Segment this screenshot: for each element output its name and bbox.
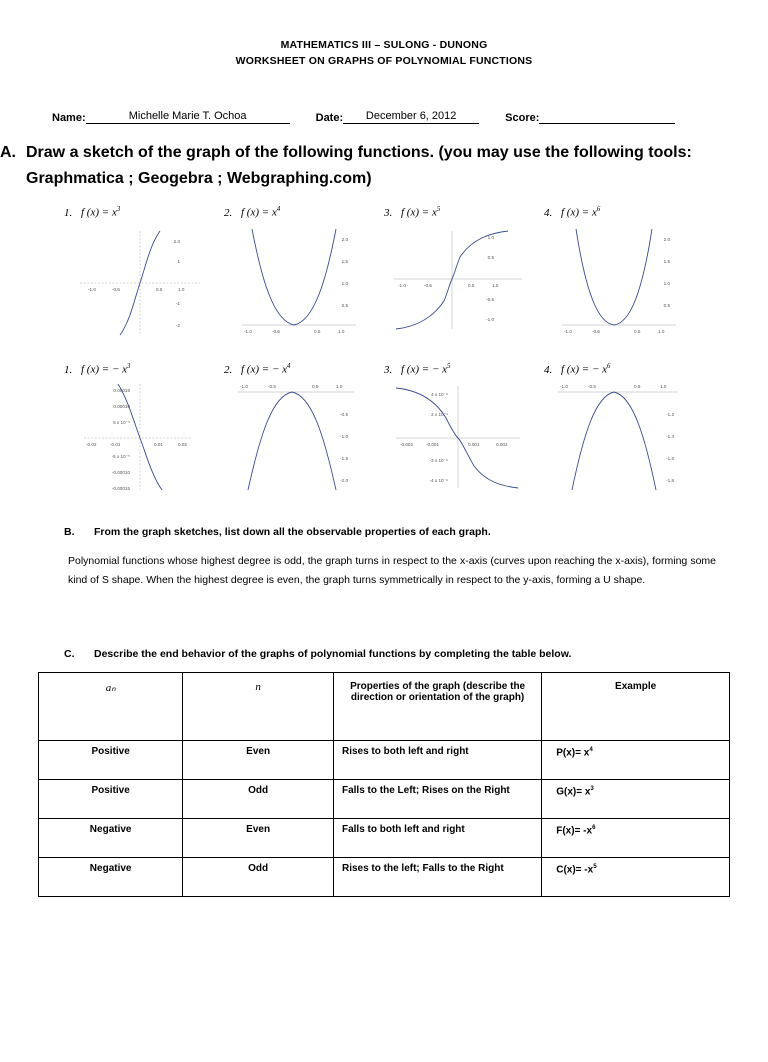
graph-neg-x-sixth — [542, 378, 702, 496]
example-exponent: 5 — [593, 863, 597, 871]
svg-text:-1.6: -1.6 — [666, 455, 674, 461]
svg-text:0.001: 0.001 — [468, 441, 480, 447]
svg-text:0.5: 0.5 — [634, 328, 641, 334]
svg-text:0.5: 0.5 — [634, 383, 641, 389]
section-b-instructions: From the graph sketches, list down all the observable properties of each graph. — [94, 525, 491, 538]
svg-text:-0.5: -0.5 — [272, 328, 280, 334]
section-a-letter: A. — [0, 143, 16, 161]
svg-text:0.002: 0.002 — [496, 441, 508, 447]
svg-text:-5 x 10⁻⁵: -5 x 10⁻⁵ — [111, 453, 130, 459]
cell-properties[interactable]: Rises to both left and right — [333, 741, 541, 780]
header-example: Example — [542, 673, 730, 741]
function-number: 2. — [224, 363, 233, 376]
date-label: Date: — [315, 111, 344, 124]
function-expression: f (x) = x — [561, 206, 597, 219]
svg-text:-0.5: -0.5 — [268, 383, 276, 389]
cell-properties[interactable]: Rises to the left; Falls to the Right — [333, 858, 541, 897]
svg-text:-0.00010: -0.00010 — [111, 469, 130, 475]
function-number: 1. — [64, 206, 73, 219]
svg-text:-1.0: -1.0 — [486, 316, 494, 322]
svg-text:0.5: 0.5 — [663, 302, 670, 308]
section-c — [0, 648, 768, 660]
section-c-letter: C. — [64, 648, 75, 661]
svg-text:-1.0: -1.0 — [564, 328, 572, 334]
example-expression: G(x)= x — [556, 786, 591, 798]
svg-text:5 x 10⁻⁵: 5 x 10⁻⁵ — [113, 419, 130, 425]
end-behavior-table — [38, 672, 730, 897]
svg-text:0.5: 0.5 — [487, 254, 494, 260]
header-properties: Properties of the graph (describe the direction or orientation of the graph) — [333, 673, 541, 741]
svg-text:1.0: 1.0 — [660, 383, 667, 389]
graph-x-cubed — [62, 221, 222, 339]
cell-an: Positive — [39, 780, 183, 819]
svg-text:1.0: 1.0 — [336, 383, 343, 389]
function-expression: f (x) = x — [241, 206, 277, 219]
svg-text:-2: -2 — [175, 322, 180, 328]
function-exponent: 3 — [116, 206, 121, 214]
svg-text:0.5: 0.5 — [314, 328, 321, 334]
svg-text:-0.5: -0.5 — [588, 383, 596, 389]
section-c-instructions: Describe the end behavior of the graphs of polynomial functions by completing the table below. — [94, 648, 572, 661]
graph-neg-x-fifth — [382, 378, 542, 496]
svg-text:1.5: 1.5 — [663, 258, 670, 264]
cell-n: Even — [183, 741, 334, 780]
cell-properties[interactable]: Falls to the Left; Rises on the Right — [333, 780, 541, 819]
worksheet-page — [0, 38, 768, 1062]
svg-text:0.02: 0.02 — [178, 441, 187, 447]
function-label-1 — [64, 206, 224, 219]
svg-text:1.0: 1.0 — [658, 328, 665, 334]
svg-text:1.0: 1.0 — [492, 282, 499, 288]
svg-text:0.01: 0.01 — [154, 441, 163, 447]
cell-an: Negative — [39, 858, 183, 897]
name-field[interactable]: Michelle Marie T. Ochoa — [86, 110, 290, 124]
example-expression: F(x)= -x — [556, 825, 593, 837]
example-exponent: 4 — [589, 746, 593, 754]
svg-text:-1.0: -1.0 — [560, 383, 568, 389]
svg-text:-1.0: -1.0 — [398, 282, 406, 288]
svg-text:-0.5: -0.5 — [486, 296, 494, 302]
cell-example[interactable] — [542, 858, 730, 897]
svg-text:-0.00015: -0.00015 — [111, 485, 130, 491]
svg-text:2.0: 2.0 — [173, 238, 180, 244]
svg-text:-0.02: -0.02 — [86, 441, 97, 447]
header-leading-coefficient: aₙ — [39, 673, 183, 741]
section-a — [0, 140, 768, 193]
svg-text:0.5: 0.5 — [156, 286, 163, 292]
svg-text:-1.0: -1.0 — [240, 383, 248, 389]
function-label-3 — [384, 206, 544, 219]
identity-line — [0, 110, 768, 124]
function-expression: f (x) = − x — [401, 363, 447, 376]
svg-text:-1.0: -1.0 — [340, 433, 348, 439]
svg-text:-1.2: -1.2 — [666, 411, 674, 417]
score-label: Score: — [505, 111, 540, 124]
table-row — [39, 780, 730, 819]
cell-properties[interactable]: Falls to both left and right — [333, 819, 541, 858]
svg-text:-4 x 10⁻⁹: -4 x 10⁻⁹ — [429, 477, 448, 483]
function-expression: f (x) = − x — [81, 363, 127, 376]
example-exponent: 3 — [590, 785, 594, 793]
function-exponent: 5 — [436, 206, 441, 214]
svg-text:0.5: 0.5 — [468, 282, 475, 288]
svg-text:-0.002: -0.002 — [400, 441, 414, 447]
function-exponent: 5 — [447, 362, 451, 370]
table-header-row — [39, 673, 730, 741]
section-a-instructions: Draw a sketch of the graph of the following functions. (you may use the following tools: Graphmatica ; Geogebra ; Webgraphing.com) — [26, 143, 692, 187]
svg-text:1.0: 1.0 — [341, 280, 348, 286]
example-expression: P(x)= x — [556, 747, 590, 759]
function-expression: f (x) = x — [81, 206, 117, 219]
svg-text:0.00015: 0.00015 — [113, 387, 130, 393]
header-degree: n — [183, 673, 334, 741]
svg-text:-1.0: -1.0 — [88, 286, 96, 292]
svg-text:-1.8: -1.8 — [666, 477, 674, 483]
header-line-2: WORKSHEET ON GRAPHS OF POLYNOMIAL FUNCTIONS — [235, 54, 533, 67]
svg-text:-1.4: -1.4 — [666, 433, 674, 439]
graph-x-fourth — [222, 221, 382, 339]
svg-text:-1.5: -1.5 — [340, 455, 348, 461]
function-number: 4. — [544, 363, 553, 376]
svg-text:0.5: 0.5 — [312, 383, 319, 389]
graph-row-1 — [0, 221, 768, 339]
svg-text:-0.001: -0.001 — [426, 441, 440, 447]
cell-n: Odd — [183, 780, 334, 819]
cell-an: Positive — [39, 741, 183, 780]
cell-an: Negative — [39, 819, 183, 858]
section-b — [0, 526, 768, 538]
svg-text:1.5: 1.5 — [341, 258, 348, 264]
svg-text:0.00010: 0.00010 — [113, 403, 130, 409]
function-label-8 — [544, 363, 704, 376]
section-b-letter: B. — [64, 525, 75, 538]
cell-example[interactable] — [542, 780, 730, 819]
function-label-5 — [64, 363, 224, 376]
section-b-answer[interactable]: Polynomial functions whose highest degree is odd, the graph turns in respect to the x-axis (curves upon reaching the x-axis), forming some kind of S shape. When the highest degree is even, the graph turns symmetrically in respect to the y-axis, forming a U shape. — [68, 554, 716, 587]
svg-text:-2 x 10⁻⁹: -2 x 10⁻⁹ — [429, 457, 448, 463]
function-number: 1. — [64, 363, 73, 376]
graph-neg-x-fourth — [222, 378, 382, 496]
function-exponent: 3 — [127, 362, 131, 370]
svg-text:1.0: 1.0 — [487, 234, 494, 240]
table-row — [39, 741, 730, 780]
svg-text:-1.0: -1.0 — [244, 328, 252, 334]
function-exponent: 6 — [607, 362, 611, 370]
svg-text:1.0: 1.0 — [663, 280, 670, 286]
graph-row-2 — [0, 378, 768, 496]
svg-text:2 x 10⁻⁹: 2 x 10⁻⁹ — [431, 411, 448, 417]
function-row-2 — [0, 363, 768, 376]
function-expression: f (x) = x — [401, 206, 437, 219]
svg-text:-2.0: -2.0 — [340, 477, 348, 483]
date-field[interactable]: December 6, 2012 — [343, 110, 479, 124]
document-header — [0, 38, 768, 70]
example-exponent: 6 — [592, 824, 596, 832]
svg-text:1: 1 — [177, 258, 180, 264]
header-line-1: MATHEMATICS III – SULONG - DUNONG — [280, 39, 488, 51]
function-label-4 — [544, 206, 704, 219]
svg-text:-0.5: -0.5 — [424, 282, 432, 288]
table-row — [39, 858, 730, 897]
score-field[interactable] — [539, 122, 675, 124]
cell-example[interactable] — [542, 741, 730, 780]
function-label-7 — [384, 363, 544, 376]
function-row-1 — [0, 206, 768, 219]
svg-text:1.0: 1.0 — [338, 328, 345, 334]
table-row — [39, 819, 730, 858]
svg-text:0.5: 0.5 — [341, 302, 348, 308]
cell-n: Even — [183, 819, 334, 858]
svg-text:-0.5: -0.5 — [340, 411, 348, 417]
svg-text:4 x 10⁻⁹: 4 x 10⁻⁹ — [431, 391, 448, 397]
graph-x-fifth — [382, 221, 542, 339]
function-number: 2. — [224, 206, 233, 219]
cell-n: Odd — [183, 858, 334, 897]
function-number: 3. — [384, 363, 393, 376]
svg-text:-1: -1 — [175, 300, 180, 306]
function-label-2 — [224, 206, 384, 219]
svg-text:-0.5: -0.5 — [592, 328, 600, 334]
cell-example[interactable] — [542, 819, 730, 858]
function-exponent: 4 — [287, 362, 291, 370]
svg-text:2.0: 2.0 — [663, 236, 670, 242]
function-expression: f (x) = − x — [561, 363, 607, 376]
function-number: 3. — [384, 206, 393, 219]
example-expression: C(x)= -x — [556, 864, 594, 876]
svg-text:-0.5: -0.5 — [112, 286, 120, 292]
svg-text:-0.01: -0.01 — [110, 441, 121, 447]
svg-text:1.0: 1.0 — [178, 286, 185, 292]
function-number: 4. — [544, 206, 553, 219]
graph-neg-x-cubed — [62, 378, 222, 496]
function-expression: f (x) = − x — [241, 363, 287, 376]
function-exponent: 6 — [596, 206, 601, 214]
graph-x-sixth — [542, 221, 702, 339]
function-label-6 — [224, 363, 384, 376]
svg-text:2.0: 2.0 — [341, 236, 348, 242]
name-label: Name: — [52, 111, 86, 124]
function-exponent: 4 — [276, 206, 281, 214]
